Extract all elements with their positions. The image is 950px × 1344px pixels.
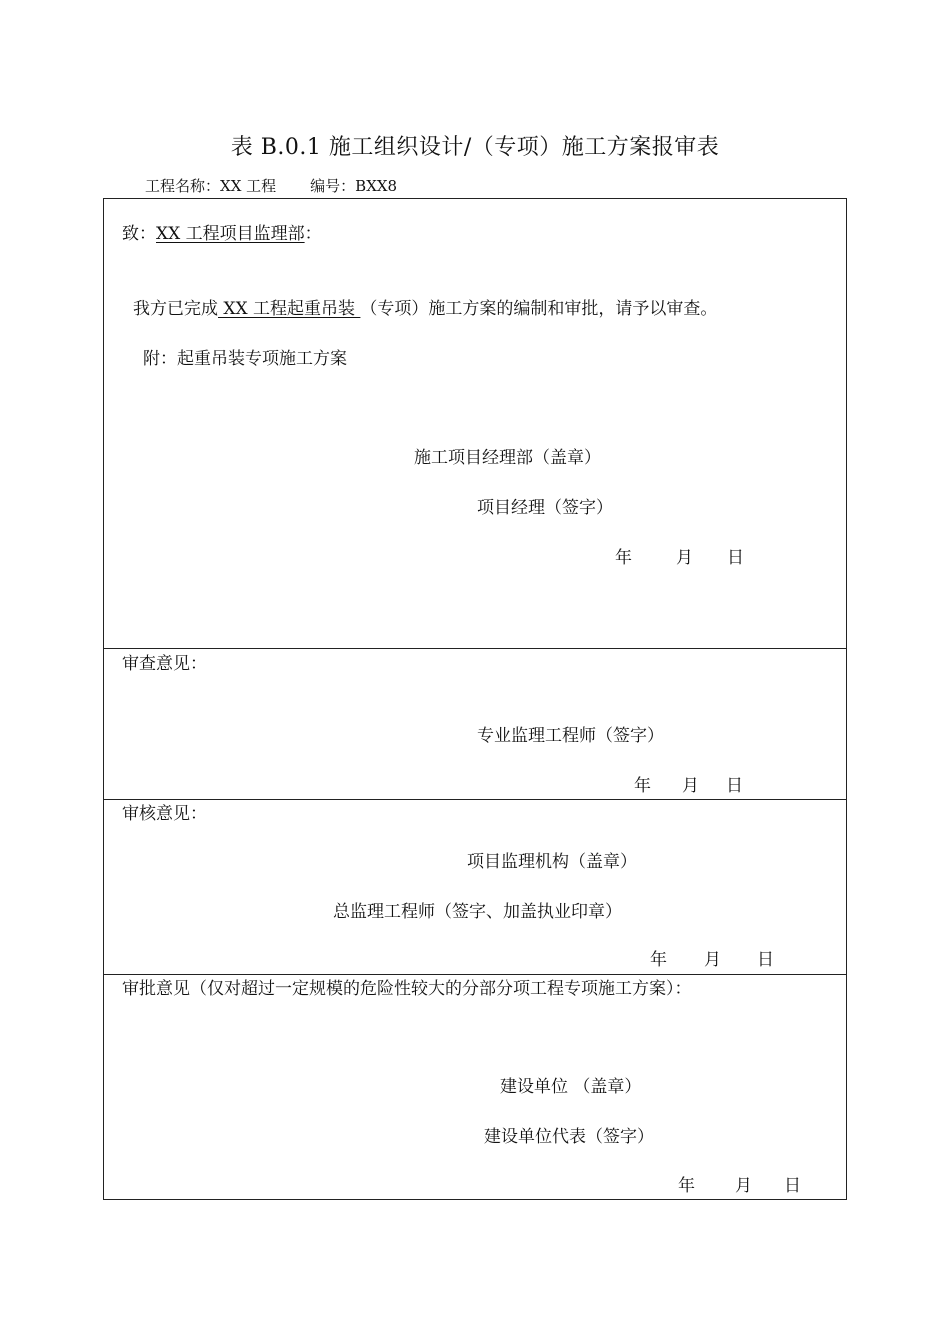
attachment-line: 附：起重吊装专项施工方案 <box>143 349 347 369</box>
approval-heading: 审批意见（仅对超过一定规模的危险性较大的分部分项工程专项施工方案）： <box>122 979 692 999</box>
date-month: 月 <box>676 548 693 568</box>
audit-date <box>650 948 774 972</box>
audit-heading: 审核意见： <box>122 804 207 824</box>
project-name-label: 工程名称： <box>145 177 221 195</box>
owner-seal-line: 建设单位 （盖章） <box>500 1077 642 1097</box>
date-day: 日 <box>757 950 774 970</box>
submission-statement <box>133 297 717 321</box>
approval-section <box>104 975 846 1199</box>
form-title: 表 B.0.1 施工组织设计/（专项）施工方案报审表 <box>230 135 720 160</box>
owner-representative-signature-line: 建设单位代表（签字） <box>484 1127 654 1147</box>
date-day: 日 <box>727 548 744 568</box>
form-meta <box>145 176 397 196</box>
review-form-table <box>103 198 847 1200</box>
project-name-value: XX 工程 <box>220 177 277 195</box>
review-date <box>634 774 743 798</box>
date-month: 月 <box>735 1176 752 1196</box>
addressee-prefix: 致： <box>122 224 156 244</box>
date-year: 年 <box>615 548 632 568</box>
form-number-value: BXX8 <box>355 177 398 195</box>
review-section <box>104 649 846 800</box>
date-year: 年 <box>650 950 667 970</box>
review-heading: 审查意见： <box>122 654 207 674</box>
audit-section <box>104 800 846 975</box>
supervision-agency-seal-line: 项目监理机构（盖章） <box>467 852 637 872</box>
date-day: 日 <box>726 776 743 796</box>
date-month: 月 <box>682 776 699 796</box>
project-manager-signature-line: 项目经理（签字） <box>477 498 613 518</box>
submission-date <box>615 546 744 570</box>
submission-section <box>104 199 846 649</box>
date-year: 年 <box>678 1176 695 1196</box>
statement-prefix: 我方已完成 <box>133 299 218 319</box>
statement-plan-name: XX 工程起重吊装 <box>218 299 361 319</box>
chief-engineer-signature-line: 总监理工程师（签字、加盖执业印章） <box>333 902 622 922</box>
statement-suffix: （专项）施工方案的编制和审批，请予以审查。 <box>360 299 718 319</box>
addressee-value: XX 工程项目监理部 <box>156 224 305 244</box>
date-year: 年 <box>634 776 651 796</box>
addressee-line <box>122 222 322 246</box>
form-number-label: 编号： <box>310 177 356 195</box>
contractor-seal-line: 施工项目经理部（盖章） <box>414 448 601 468</box>
date-day: 日 <box>784 1176 801 1196</box>
date-month: 月 <box>704 950 721 970</box>
approval-date <box>678 1174 801 1198</box>
supervisor-engineer-signature-line: 专业监理工程师（签字） <box>477 726 664 746</box>
addressee-suffix: ： <box>304 224 322 244</box>
